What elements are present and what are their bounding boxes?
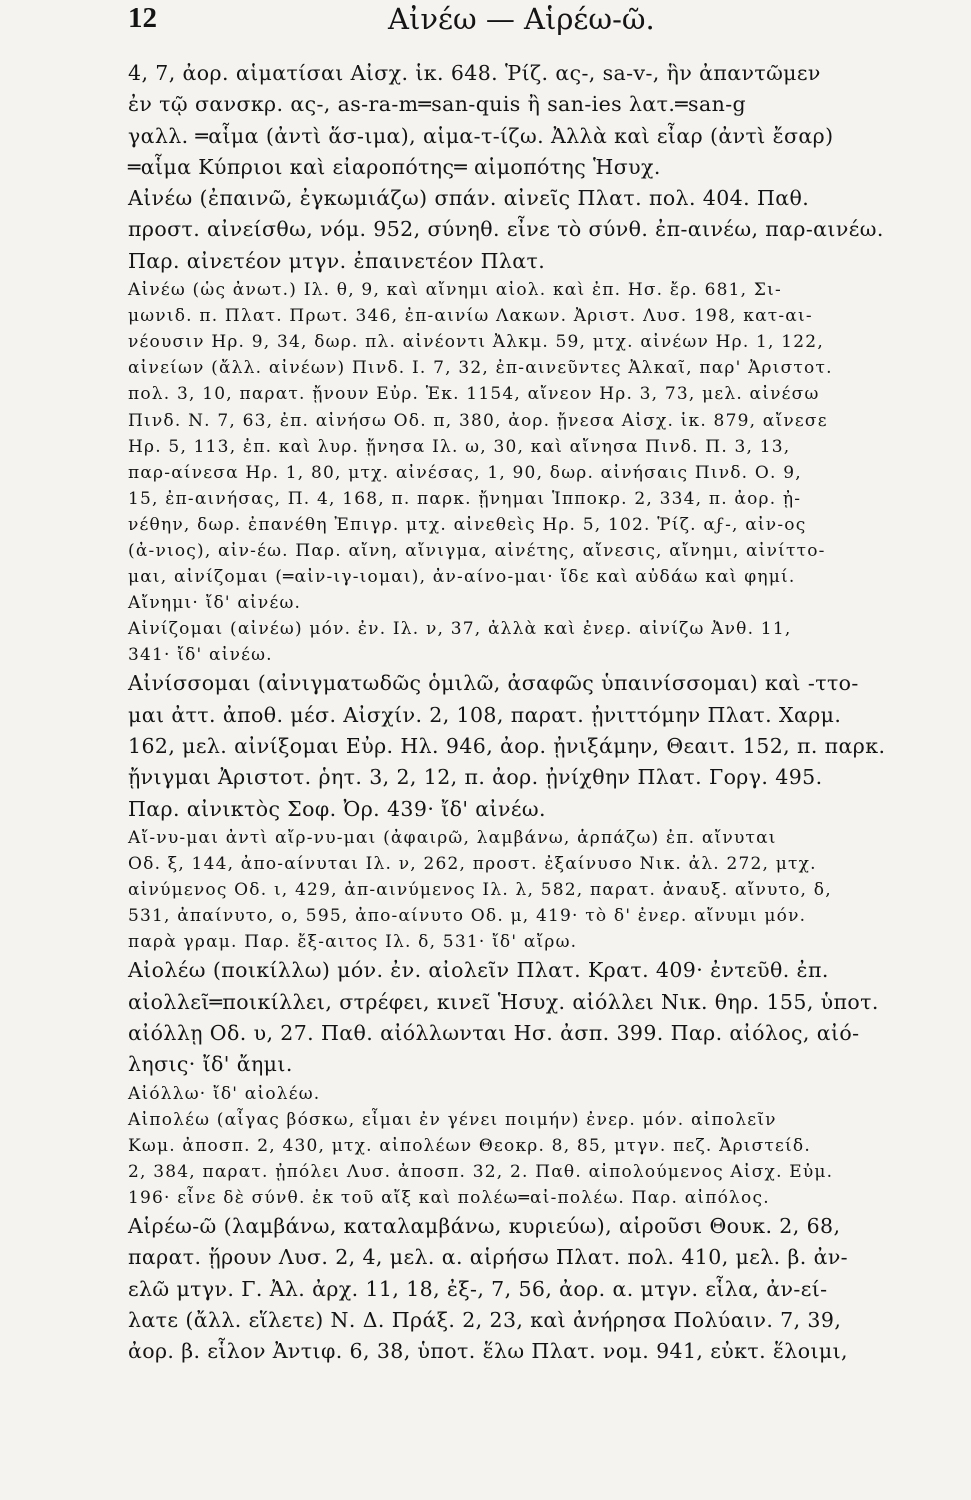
text-line: Πινδ. Ν. 7, 63, ἐπ. αἰνήσω Οδ. π, 380, ἀορ. ᾔνεσα Αἰσχ. ἱκ. 879, αἴνεσε [128, 410, 828, 431]
text-line: πολ. 3, 10, παρατ. ᾔνουν Εὐρ. Ἑκ. 1154, αἴνεον Ηρ. 3, 73, μελ. αἰνέσω [128, 384, 820, 405]
text-line: Αἰνίσσομαι (αἰνιγματωδῶς ὁμιλῶ, ἀσαφῶς ὑπαινίσσομαι) καὶ -ττο- [128, 671, 859, 696]
text-line: Ηρ. 5, 113, ἐπ. καὶ λυρ. ᾔνησα Ιλ. ω, 30, καὶ αἴνησα Πινδ. Π. 3, 13, [128, 436, 791, 457]
running-head: Αἰνέω — Αἱρέω-ῶ. [388, 2, 655, 36]
text-line: Αἴ-νυ-μαι ἀντὶ αἴρ-νυ-μαι (ἀφαιρῶ, λαμβάνω, ἁρπάζω) ἐπ. αἴνυται [128, 827, 777, 848]
text-line: λησις· ἴδ' ἄημι. [128, 1052, 293, 1077]
text-line: ἐν τῷ σανσκρ. ας-, as-ra-m═san-quis ἢ san-ies λατ.═san-g [128, 92, 747, 117]
entry-block [128, 1211, 928, 1367]
entry-block [128, 825, 928, 955]
entry-block [128, 1081, 928, 1211]
text-line: 162, μελ. αἰνίξομαι Εὐρ. Ηλ. 946, ἀορ. ᾐνιξάμην, Θεαιτ. 152, π. παρκ. [128, 734, 886, 759]
text-line: παρὰ γραμ. Παρ. ἔξ-αιτος Ιλ. δ, 531· ἴδ' αἴρω. [128, 932, 578, 953]
text-line: γαλλ. ═αἷμα (ἀντὶ ἅσ-ιμα), αἱμα-τ-ίζω. Ἀλλὰ καὶ εἶαρ (ἀντὶ ἔσαρ) [128, 123, 834, 148]
text-line: προστ. αἰνείσθω, νόμ. 952, σύνηθ. εἶνε τὸ σύνθ. ἐπ-αινέω, παρ-αινέω. [128, 217, 884, 242]
text-line: ᾔνιγμαι Ἀριστοτ. ῥητ. 3, 2, 12, π. ἀορ. ᾐνίχθην Πλατ. Γοργ. 495. [128, 765, 823, 790]
text-line: Κωμ. ἀποσπ. 2, 430, μτχ. αἰπολέων Θεοκρ. 8, 85, μτγν. πεζ. Ἀριστείδ. [128, 1135, 811, 1156]
text-line: μωνιδ. π. Πλατ. Πρωτ. 346, ἐπ-αινίω Λακων. Ἀριστ. Λυσ. 198, κατ-αι- [128, 306, 813, 327]
text-line: Αἰνίζομαι (αἰνέω) μόν. ἐν. Ιλ. ν, 37, ἀλλὰ καὶ ἐνερ. αἰνίζω Ἀνθ. 11, [128, 619, 792, 640]
text-line: παρατ. ᾕρουν Λυσ. 2, 4, μελ. α. αἱρήσω Πλατ. πολ. 410, μελ. β. ἀν- [128, 1245, 849, 1270]
text-line: Αἴνημι· ἴδ' αἰνέω. [128, 593, 302, 614]
text-line: Αἰνέω (ἐπαινῶ, ἐγκωμιάζω) σπάν. αἰνεῖς Πλατ. πολ. 404. Παθ. [128, 186, 810, 211]
text-line: Αἱρέω-ῶ (λαμβάνω, καταλαμβάνω, κυριεύω), αἱροῦσι Θουκ. 2, 68, [128, 1214, 841, 1239]
text-line: νέθην, δωρ. ἐπανέθη Ἐπιγρ. μτχ. αἰνεθεὶς Ηρ. 5, 102. Ῥίζ. αϝ-, αἰν-ος [128, 514, 807, 535]
text-line: αἰνείων (ἄλλ. αἰνέων) Πινδ. Ι. 7, 32, ἐπ-αινεῦντες Ἀλκαῖ, παρ' Ἀριστοτ. [128, 358, 833, 379]
text-line: ἀορ. β. εἷλον Ἀντιφ. 6, 38, ὑποτ. ἕλω Πλατ. νομ. 941, εὐκτ. ἕλοιμι, [128, 1339, 848, 1364]
text-line: λατε (ἄλλ. εἵλετε) Ν. Δ. Πράξ. 2, 23, καὶ ἀνήρησα Πολύαιν. 7, 39, [128, 1307, 842, 1332]
text-line: αἰόλλῃ Οδ. υ, 27. Παθ. αἰόλλωνται Ησ. ἀσπ. 399. Παρ. αἰόλος, αἰό- [128, 1021, 860, 1046]
text-line: μαι, αἰνίζομαι (═αἰν-ιγ-ιομαι), ἀν-αίνο-μαι· ἴδε καὶ αὐδάω καὶ φημί. [128, 567, 796, 588]
text-line: Αἰπολέω (αἶγας βόσκω, εἶμαι ἐν γένει ποιμήν) ἐνερ. μόν. αἰπολεῖν [128, 1109, 777, 1130]
text-line: Αἰολέω (ποικίλλω) μόν. ἐν. αἰολεῖν Πλατ. Κρατ. 409· ἐντεῦθ. ἐπ. [128, 958, 829, 983]
page-number: 12 [128, 2, 157, 34]
text-line: 15, ἐπ-αινήσας, Π. 4, 168, π. παρκ. ᾔνημαι Ἱπποκρ. 2, 334, π. ἀορ. ᾐ- [128, 488, 802, 509]
text-line: 531, ἀπαίνυτο, ο, 595, ἀπο-αίνυτο Οδ. μ, 419· τὸ δ' ἐνερ. αἴνυμι μόν. [128, 906, 807, 927]
entry-block [128, 955, 928, 1080]
text-line: Οδ. ξ, 144, ἀπο-αίνυται Ιλ. ν, 262, προστ. ἐξαίνυσο Νικ. ἀλ. 272, μτχ. [128, 854, 817, 875]
entry-block [128, 58, 928, 277]
text-line: 4, 7, ἀορ. αἱματίσαι Αἰσχ. ἱκ. 648. Ῥίζ. ας-, sa-v-, ἣν ἀπαντῶμεν [128, 61, 821, 85]
text-line: αἰολλεῖ═ποικίλλει, στρέφει, κινεῖ Ἡσυχ. αἰόλλει Νικ. θηρ. 155, ὑποτ. [128, 989, 879, 1014]
entry-block [128, 277, 928, 668]
text-line: (ἀ-νιος), αἰν-έω. Παρ. αἴνη, αἴνιγμα, αἰνέτης, αἴνεσις, αἴνημι, αἰνίττο- [128, 541, 826, 562]
text-line: ελῶ μτγν. Γ. Ἀλ. ἀρχ. 11, 18, ἐξ-, 7, 56, ἀορ. α. μτγν. εἷλα, ἀν-εί- [128, 1276, 828, 1301]
text-line: Αἰόλλω· ἴδ' αἰολέω. [128, 1083, 321, 1104]
text-line: μαι ἀττ. ἀποθ. μέσ. Αἰσχίν. 2, 108, παρατ. ᾐνιττόμην Πλατ. Χαρμ. [128, 702, 842, 727]
text-line: 196· εἶνε δὲ σύνθ. ἐκ τοῦ αἴξ καὶ πολέω═αἰ-πολέω. Παρ. αἰπόλος. [128, 1188, 770, 1208]
text-line: Αἰνέω (ὡς ἀνωτ.) Ιλ. θ, 9, καὶ αἴνημι αἰολ. καὶ ἐπ. Ησ. ἔρ. 681, Σι- [128, 280, 782, 301]
text-line: Παρ. αἰνετέον μτγν. ἐπαινετέον Πλατ. [128, 248, 546, 273]
dictionary-entries [128, 58, 928, 1368]
text-line: αἰνύμενος Οδ. ι, 429, ἀπ-αινύμενος Ιλ. λ, 582, παρατ. ἀναυξ. αἴνυτο, δ, [128, 880, 832, 901]
text-line: παρ-αίνεσα Ηρ. 1, 80, μτχ. αἰνέσας, 1, 90, δωρ. αἰνήσαις Πινδ. Ο. 9, [128, 462, 802, 483]
text-line: 2, 384, παρατ. ᾐπόλει Λυσ. ἀποσπ. 32, 2. Παθ. αἰπολούμενος Αἰσχ. Εὐμ. [128, 1161, 834, 1182]
text-line: Παρ. αἰνικτὸς Σοφ. Ὀρ. 439· ἴδ' αἰνέω. [128, 796, 546, 821]
text-line: νέουσιν Ηρ. 9, 34, δωρ. πλ. αἰνέοντι Ἀλκμ. 59, μτχ. αἰνέων Ηρ. 1, 122, [128, 332, 824, 353]
entry-block [128, 668, 928, 824]
text-line: 341· ἴδ' αἰνέω. [128, 645, 273, 666]
page-header [128, 0, 911, 46]
text-line: ═αἷμα Κύπριοι καὶ εἰαροπότης═ αἱμοπότης Ἡσυχ. [128, 154, 661, 179]
